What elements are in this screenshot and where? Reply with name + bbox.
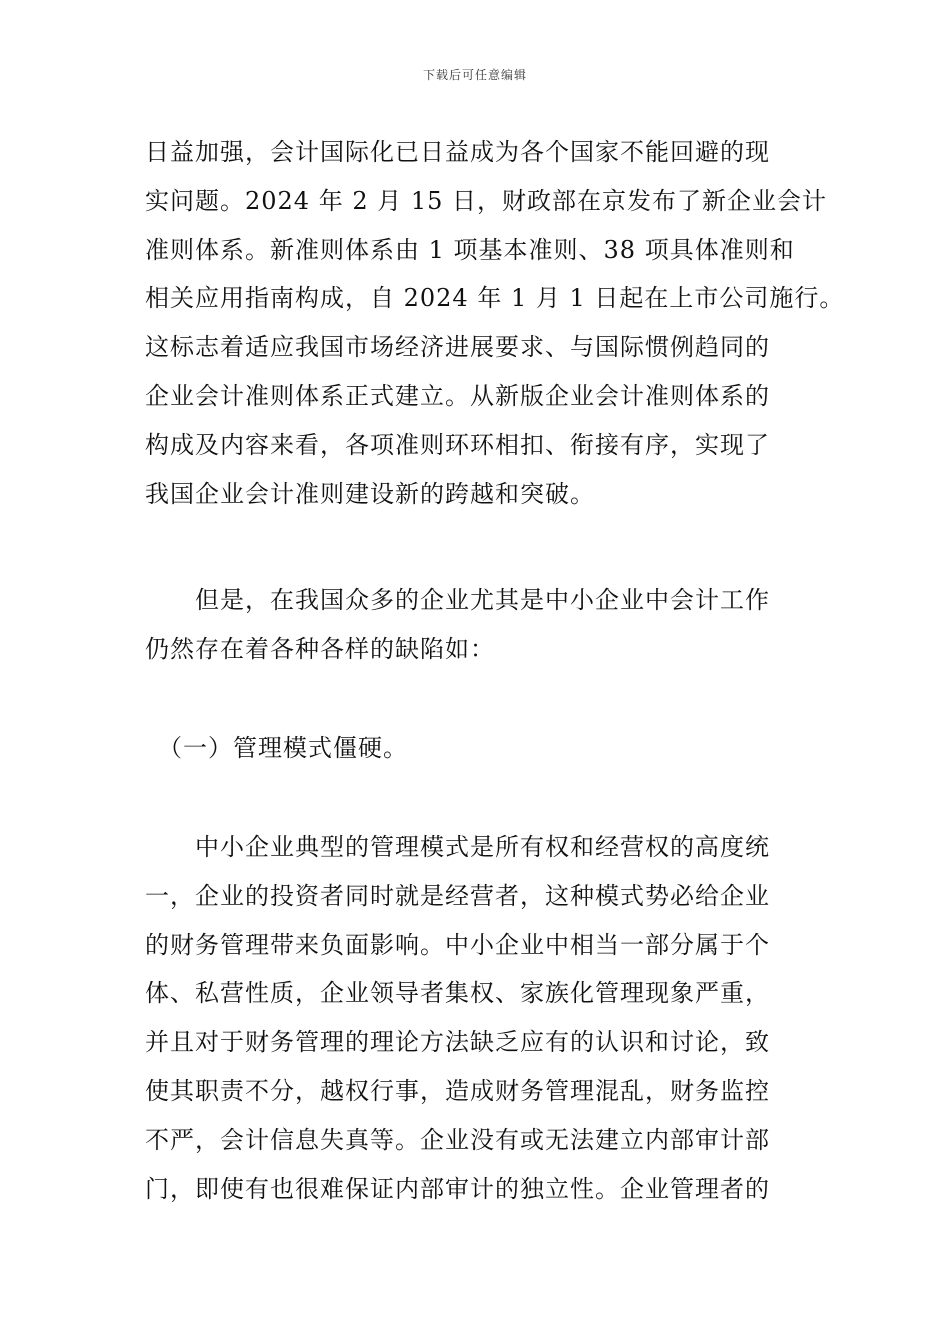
text-line: 仍然存在着各种各样的缺陷如：	[145, 634, 495, 663]
text-line: 但是，在我国众多的企业尤其是中小企业中会计工作	[145, 586, 770, 614]
paragraph-3	[145, 823, 825, 1213]
text-line: 的财务管理带来负面影响。中小企业中相当一部分属于个	[145, 930, 770, 959]
section-heading	[145, 724, 825, 773]
paragraph-1	[145, 128, 845, 518]
text-line: 一，企业的投资者同时就是经营者，这种模式势必给企业	[145, 881, 770, 910]
paragraph-2	[145, 576, 825, 674]
text-line: 实问题。2024 年 2 月 15 日，财政部在京发布了新企业会计	[145, 186, 828, 215]
text-line: 我国企业会计准则建设新的跨越和突破。	[145, 479, 595, 508]
text-line: 使其职责不分，越权行事，造成财务管理混乱，财务监控	[145, 1076, 770, 1105]
text-line: 相关应用指南构成，自 2024 年 1 月 1 日起在上市公司施行。	[145, 284, 845, 313]
text-line: 准则体系。新准则体系由 1 项基本准则、38 项具体准则和	[145, 235, 795, 264]
text-line: 构成及内容来看，各项准则环环相扣、衔接有序，实现了	[145, 430, 770, 459]
text-line: 这标志着适应我国市场经济进展要求、与国际惯例趋同的	[145, 333, 770, 362]
text-line: 日益加强，会计国际化已日益成为各个国家不能回避的现	[145, 138, 770, 166]
text-line: 并且对于财务管理的理论方法缺乏应有的认识和讨论，致	[145, 1028, 770, 1057]
text-line: 企业会计准则体系正式建立。从新版企业会计准则体系的	[145, 381, 770, 410]
text-line: 体、私营性质，企业领导者集权、家族化管理现象严重，	[145, 979, 770, 1008]
heading-line: （一）管理模式僵硬。	[145, 734, 408, 762]
text-line: 中小企业典型的管理模式是所有权和经营权的高度统	[145, 833, 770, 861]
text-line: 不严，会计信息失真等。企业没有或无法建立内部审计部	[145, 1125, 770, 1154]
text-line: 门，即使有也很难保证内部审计的独立性。企业管理者的	[145, 1174, 770, 1203]
page-header: 下载后可任意编辑	[422, 68, 527, 82]
